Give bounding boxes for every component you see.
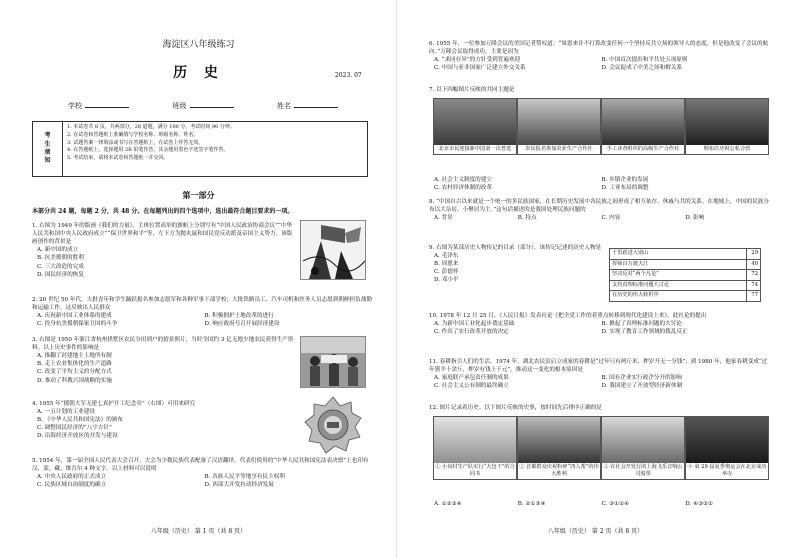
- option-b[interactable]: B. 抗美援朝的胜利: [37, 255, 84, 262]
- option-b[interactable]: B. 特点: [517, 215, 537, 222]
- option-d[interactable]: D. 工业布局的调整: [601, 185, 649, 192]
- notice-item: 5. 考试结束，请将本试卷和答题纸一并交回。: [67, 155, 169, 161]
- field-name[interactable]: 姓名: [277, 102, 338, 111]
- question-12-stem: [429, 404, 769, 412]
- toc-title: 坚决反对“两个凡是”: [610, 270, 747, 281]
- option-c[interactable]: C. 调整国民经济的“八字方针”: [37, 425, 112, 432]
- question-2: [32, 296, 372, 328]
- photo-cooperative: [517, 98, 601, 155]
- option-a[interactable]: A. 中央人民政府的正式成立: [37, 474, 107, 481]
- field-line: [190, 107, 234, 108]
- celebration-photo: [518, 417, 600, 463]
- option-a[interactable]: A. ①②③④: [434, 501, 462, 507]
- option-c[interactable]: C. 投身抗美援朝保家卫国的斗争: [37, 321, 118, 328]
- photo-caption: ② 首都群众庆祝粉碎“四人帮”的伟大胜利: [519, 464, 599, 477]
- question-12-options: [429, 500, 769, 508]
- land-reform-photo: [300, 336, 366, 388]
- option-c[interactable]: C. ③①②④: [601, 501, 630, 507]
- cooperative-photo: [518, 99, 600, 145]
- question-stem: 9. 右图为某部历史人物传记的目录（部分），该传记记述的历史人物是: [429, 245, 602, 251]
- field-line: [85, 107, 129, 108]
- exam-page-2: [397, 0, 794, 558]
- option-a[interactable]: A. 推翻了封建地主土地所有制: [37, 353, 112, 360]
- notice-item: 3. 试题答案一律填涂或书写在答题纸上，在试卷上作答无效。: [67, 139, 204, 146]
- part-intro: 本部分共 24 题，每题 2 分，共 48 分。在每题列出的四个选项中，选出最符合题目要求的一项。: [32, 208, 294, 215]
- option-c[interactable]: C. 彭德怀: [434, 269, 459, 276]
- stock-photo: [602, 417, 684, 463]
- option-b[interactable]: B. 乡镇企业的发展: [601, 177, 649, 183]
- option-d[interactable]: D. 西部大开发拉动经济发展: [204, 482, 274, 489]
- option-b[interactable]: B. 各族人民平等地享有民主权利: [204, 474, 285, 481]
- toc-page: 40: [747, 259, 761, 270]
- olympics-photo: [686, 417, 768, 463]
- option-a[interactable]: A. 家庭联产承包责任制的成果: [434, 375, 509, 382]
- page-footer: 八年级（历史） 第 1 页（共 8 页）: [150, 528, 247, 535]
- option-c[interactable]: C. 三大改造的完成: [37, 263, 84, 270]
- option-a[interactable]: A. 社会主义制度的建立: [434, 177, 492, 183]
- toc-row: [610, 280, 761, 291]
- option-a[interactable]: A. 庆祝新中国工业体系的建成: [37, 313, 112, 320]
- option-a[interactable]: A. 一五计划的工业建设: [37, 409, 95, 416]
- exam-notice-box: [32, 121, 368, 177]
- student-info-fields: [68, 102, 338, 111]
- toc-title: 在历史的伟大转折中: [610, 291, 747, 302]
- photo-caption: ④ 第 29 届夏季奥运会在北京成功举办: [687, 464, 767, 477]
- notice-item: 1. 本试卷共 8 页，共两部分，28 道题，满分 100 分。考试时间 90 分钟。: [67, 124, 235, 130]
- question-stem: 2. 20 世纪 50 年代，大批青年和学生踊跃报名参加志愿军和各种军事干部学校；大批铁路员工、汽车司机和医务人员志愿到朝鲜担负战勤和运输工作。这反映出人民群众: [32, 297, 372, 312]
- option-d[interactable]: D. 响应政府号召开展经济建设: [204, 321, 280, 328]
- photo-olympics: [685, 416, 769, 480]
- option-d[interactable]: D. 影响: [685, 215, 705, 222]
- commemorative-medal-image: [304, 396, 362, 454]
- question-3: [32, 336, 294, 385]
- toc-page: 29: [747, 249, 761, 260]
- question-stem: 3. 右图是 1950 年浙江省杭州拱墅区农民分田到户的情景照片，当时全国约 3 亿无地少地农民获得生产资料。以上历史事件的影响是: [32, 337, 294, 352]
- toc-page: 72: [747, 270, 761, 281]
- woodcut-print-image: [300, 220, 366, 280]
- photo-silk-shop: [685, 98, 769, 155]
- question-stem: 12. 图片记录着历史。以下图片反映的史事，按时间先后排序正确的是: [429, 405, 602, 411]
- toc-page: 74: [747, 280, 761, 291]
- option-c[interactable]: C. 作出了实行改革开放的决定: [434, 329, 509, 336]
- option-b[interactable]: B. 积极拥护土地改革的进行: [204, 313, 274, 320]
- notice-item: 4. 在答题纸上，选择题用 2B 铅笔作答，其余题用黑色字迹签字笔作答。: [67, 147, 229, 154]
- question-stem: 8. “中国自古以来就是一个统一的多民族国家，在长期历史发展中各民族之间形成了相互依存、休戚与共的关系。在地域上，中国的民族分布以大杂居、小聚居为主。”这句话描述的是我国处理民族问题的: [429, 199, 770, 214]
- toc-page: 77: [747, 291, 761, 302]
- question-stem: 11. 春耕指引人们的生活。1974 年，湖北农民彭启立成家的春耕是“过年只有两斤米，押岁升无一分钱”；到 1980 年，他家春耕变成“过年猪羊十余斤，押岁有钱上千元”。推动这一变化的根本原因是: [429, 359, 768, 374]
- photo-caption: ③ 在社会开发行的上海飞乐音响公司股票: [603, 464, 683, 477]
- question-stem: 6. 1955 年，一位参加万隆会议的美国记者赞叹道：“周恩来并不打算改变任何一个坚持反共立场的领导人的态度，但是他改变了会议的航向。”万隆会议取得成功，主要是因为: [429, 41, 769, 56]
- option-b[interactable]: B. ②①③④: [517, 501, 546, 507]
- question-stem: 1. 右图为 1949 年的版画《我们的力量》，主体位置高举的旗帜上分别写有“中国人民政治协商会议”“中华人民共和国中央人民政府成立”“保卫世界和平”等，左下方为抛丸鼠和国民党反动派及帝国主义势力。该版画创作的背景是: [32, 223, 293, 246]
- question-11: [429, 358, 769, 390]
- option-b[interactable]: B. 走上农业集体化的生产道路: [37, 361, 112, 368]
- option-c[interactable]: C. 农村经济体制的改革: [434, 185, 492, 192]
- photo-caption: 手工业者组织的高级生产合作社: [606, 146, 680, 152]
- question-6: [429, 40, 769, 72]
- photo-election: [433, 98, 517, 155]
- option-c[interactable]: C. 改变了平均主义的分配方式: [37, 369, 112, 376]
- exam-date: 2023. 07: [335, 72, 362, 79]
- field-school[interactable]: 学校: [68, 102, 129, 111]
- question-7-photos: [433, 98, 769, 155]
- school-title: 海淀区八年级练习: [162, 40, 235, 50]
- photo-caption: 绸布店庆祝公私合营: [703, 146, 751, 152]
- question-12-photos: [433, 416, 769, 480]
- option-a[interactable]: A. “求同存异”的方针受到普遍欢迎: [434, 57, 521, 64]
- photo-stock-certificate: [601, 416, 685, 480]
- biography-toc-table: [609, 248, 761, 302]
- silk-shop-photo: [686, 99, 768, 145]
- photo-handicraft: [601, 98, 685, 155]
- toc-title: 千里跃进大别山: [610, 249, 747, 260]
- option-b[interactable]: B. 《中华人民共和国宪法》的颁布: [37, 417, 123, 424]
- question-7-stem: [429, 86, 769, 94]
- question-8: [429, 198, 769, 222]
- option-c[interactable]: C. 内容: [601, 215, 621, 222]
- toc-title: 挥师百万渡大江: [610, 259, 747, 270]
- option-b[interactable]: B. 掀起了真理标准问题的大讨论: [601, 321, 682, 328]
- option-a[interactable]: A. 背景: [434, 215, 453, 222]
- toc-row: [610, 291, 761, 302]
- subject-title: 历 史: [173, 65, 224, 81]
- question-stem: 5. 1954 年，第一届全国人民代表大会召开。大会为少数民族代表配备了汉语翻译，代表们使用的“中华人民共和国宪法表决票”上也印有汉、蒙、藏、维吾尔 4 种文字。以上材料可以说明: [32, 458, 369, 473]
- option-a[interactable]: A. 新中国的成立: [37, 247, 79, 254]
- notice-items: [63, 122, 367, 176]
- contract-photo: [434, 417, 516, 463]
- option-b[interactable]: B. 国有企业实行政企分开的影响: [601, 375, 682, 382]
- photo-xiaogang-contract: [433, 416, 517, 480]
- notice-heading: 考 生 须 知: [33, 122, 63, 176]
- notice-item: 2. 在试卷和答题纸上准确填写学校名称、班级名称、姓名。: [67, 131, 199, 138]
- question-4: [32, 400, 294, 441]
- option-c[interactable]: C. 中国与亚非国家广泛建立外交关系: [434, 65, 526, 72]
- option-d[interactable]: D. 国民经济的恢复: [37, 271, 84, 278]
- field-class[interactable]: 班级: [173, 102, 234, 111]
- option-d[interactable]: D. 会议促成了中美之间和解关系: [601, 65, 683, 72]
- field-line: [294, 107, 338, 108]
- toc-title: 支持真理标准问题大讨论: [610, 280, 747, 291]
- toc-row: [610, 270, 761, 281]
- photo-celebration: [517, 416, 601, 480]
- question-stem: 7. 以下四幅图片反映的共同主题是: [429, 87, 515, 93]
- option-d[interactable]: D. ④③②①: [685, 501, 714, 507]
- question-5: [32, 457, 372, 489]
- handicraft-photo: [602, 99, 684, 145]
- part-title: 第一部分: [182, 190, 215, 200]
- toc-row: [610, 259, 761, 270]
- option-d[interactable]: D. 邓小平: [434, 277, 459, 284]
- photo-caption: 北京市民迎接新中国第一次普选: [438, 146, 512, 152]
- question-stem: 4. 1955 年“援朝大军无建七真护开工纪念章”（右图）可用来研究: [32, 401, 196, 407]
- question-10: [429, 312, 769, 336]
- option-b[interactable]: B. 中国首次提出和平共处五项原则: [601, 57, 688, 64]
- option-b[interactable]: B. 周恩来: [434, 261, 459, 268]
- question-1: [32, 222, 294, 279]
- photo-caption: 农民报名参加农业生产合作社: [525, 146, 593, 152]
- question-stem: 10. 1978 年 12 月 25 日，《人民日报》发表社论《把全党工作的着重点转移到现代化建设上来》，此社论的提出: [429, 313, 707, 319]
- option-d[interactable]: D. 实现了教育工作领域的拨乱反正: [601, 329, 688, 336]
- photo-caption: ① 小岗村生产队实行“大包干”的合同书: [435, 464, 515, 477]
- question-7-options: [429, 176, 769, 192]
- option-d[interactable]: D. 沿海经济开放区的开发与建设: [37, 433, 118, 440]
- option-d[interactable]: D. 我国建立了开放型经济新体制: [601, 383, 683, 390]
- option-a[interactable]: A. 为新中国工业化起步奠定基础: [434, 321, 515, 328]
- option-a[interactable]: A. 毛泽东: [434, 253, 459, 260]
- option-d[interactable]: D. 推动了科教兴国战略的实施: [37, 377, 112, 384]
- question-9: [429, 244, 605, 285]
- option-c[interactable]: C. 社会主义公有制的最终确立: [434, 383, 509, 390]
- option-c[interactable]: C. 民族区域自治制度的确立: [37, 482, 107, 489]
- toc-row: [610, 249, 761, 260]
- page-footer: 八年级（历史） 第 2 页（共 8 页）: [547, 528, 644, 535]
- election-photo: [434, 99, 516, 145]
